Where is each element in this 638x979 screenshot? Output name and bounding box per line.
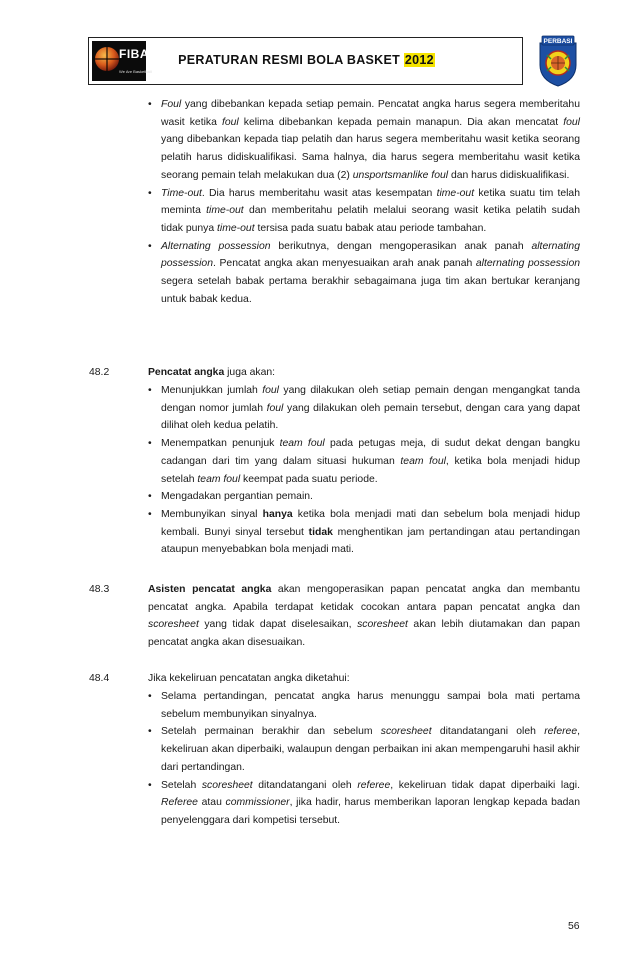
text-run: tersisa pada suatu babak atau periode tambahan.	[254, 222, 487, 234]
perbasi-emblem-text: PERBASI	[543, 38, 573, 45]
text-run: dan harus didiskualifikasi.	[448, 169, 570, 181]
italic-term: time-out	[206, 205, 244, 217]
text-run: yang dilakukan oleh pemain tersebut, dengan cara yang dapat dilihat oleh kedua pelatih.	[161, 402, 580, 432]
text-run: Menempatkan penunjuk	[161, 438, 280, 450]
text-run: yang dibebankan kepada tiap pelatih dan harus segera memberitahu wasit ketika seorang pelatih harus didiskualifikasi. Sama halnya, dia harus segera memberitahu wasit ketika seorang pemain telah melakukan dua (2)	[161, 134, 580, 181]
bullet-item	[148, 382, 580, 435]
document-title-text: PERATURAN RESMI BOLA BASKET	[178, 53, 401, 67]
text-run: juga akan:	[224, 367, 276, 378]
italic-term: scoresheet	[201, 779, 253, 791]
italic-term: scoresheet	[380, 726, 432, 738]
text-run: Setelah	[161, 779, 202, 791]
bullet-item	[148, 506, 580, 559]
text-run: Mengadakan pergantian pemain.	[161, 491, 313, 503]
section-number: 48.4	[89, 673, 110, 684]
bold-term: tidak	[308, 526, 333, 538]
text-run: keempat pada suatu periode.	[240, 473, 378, 485]
text-run: kelima dibebankan kepada pemain manapun. Dia akan mencatat	[238, 116, 564, 128]
bold-term: Asisten pencatat angka	[148, 584, 272, 595]
section-intro	[148, 670, 580, 688]
italic-term: alternating possession	[475, 258, 580, 270]
italic-term: alternating possession	[161, 240, 580, 270]
fiba-logo-text: FIBA	[119, 47, 149, 61]
text-run: dan memberitahu pelatih melalui seorang wasit ketika pelatih sudah tidak punya	[161, 205, 580, 234]
italic-term: scoresheet	[148, 619, 199, 631]
text-run: Membunyikan sinyal	[161, 508, 263, 520]
text-run: yang tidak dapat diselesaikan,	[198, 619, 358, 631]
page-number: 56	[568, 921, 580, 932]
italic-term: team foul	[197, 473, 241, 485]
text-run: , kekeliruan tidak dapat diperbaiki lagi.	[390, 779, 580, 791]
text-run: , kekeliruan akan diperbaiki, walaupun dengan perbaikan ini akan mempengaruhi hasil akhir dari pertandingan.	[161, 726, 581, 773]
section-number: 48.3	[89, 584, 110, 595]
text-run: menghentikan jam pertandingan atau pertandingan ataupun menyebabkan bola menjadi mati.	[161, 526, 580, 556]
bullet-item	[148, 777, 580, 830]
text-run: . Dia harus memberitahu wasit atas kesempatan	[201, 187, 437, 199]
italic-term: team foul	[279, 438, 325, 450]
top-bullet-list	[148, 96, 580, 308]
bullet-item	[148, 688, 580, 723]
italic-term: foul	[563, 116, 580, 128]
text-run: , jika hadir, harus memberikan laporan lengkap kepada badan penyelenggara dari kompetisi tersebut.	[161, 797, 580, 826]
italic-term: foul	[262, 385, 279, 396]
text-run: atau	[197, 797, 226, 809]
italic-term: referee	[544, 726, 578, 738]
text-run: ketika bola menjadi mati dan sebelum bola menjadi hidup kembali. Bunyi sinyal tersebut	[161, 508, 580, 538]
bullet-item	[148, 185, 580, 238]
text-run: . Pencatat angka akan menyesuaikan arah anak panah	[212, 258, 476, 270]
italic-term: foul	[221, 116, 239, 128]
bullet-item	[148, 238, 580, 309]
text-run: ketika suatu tim telah meminta	[161, 187, 580, 217]
section-intro	[148, 364, 580, 382]
section-paragraph	[148, 581, 580, 652]
italic-term: Referee	[161, 797, 198, 809]
italic-term: referee	[357, 779, 391, 791]
text-run: Menunjukkan jumlah	[161, 385, 263, 396]
perbasi-emblem	[537, 35, 579, 87]
text-run: akan mengoperasikan papan pencatat angka dan membantu pencatat angka. Apabila terdapat ketidak cocokan antara papan pencatat angka dan	[148, 584, 580, 613]
section-bullet-list	[148, 688, 580, 830]
page-header	[88, 37, 523, 85]
text-run: segera setelah babak pertama berakhir sebagaimana juga tim akan bertukar keranjang untuk babak kedua.	[161, 276, 580, 305]
document-title	[89, 53, 524, 67]
text-run: yang dilakukan oleh setiap pemain dengan mengangkat tanda dengan nomor jumlah	[161, 385, 580, 414]
bullet-item	[148, 723, 580, 776]
bullet-item	[148, 96, 580, 185]
italic-term: foul	[266, 402, 284, 414]
text-run: yang dibebankan kepada setiap pemain. Pencatat angka harus segera memberitahu wasit ketika	[161, 99, 580, 128]
bullet-item	[148, 435, 580, 488]
italic-term: scoresheet	[357, 619, 408, 631]
text-run: pada petugas meja, di sudut dekat dengan bangku cadangan dari tim yang dalam situasi hukuman	[161, 438, 581, 467]
italic-term: team foul	[400, 455, 446, 467]
document-year: 2012	[404, 53, 434, 67]
italic-term: commissioner	[225, 797, 290, 809]
bold-term: hanya	[262, 508, 293, 520]
text-run: ditandatangani oleh	[252, 779, 358, 791]
italic-term: Time-out	[161, 187, 202, 199]
italic-term: time-out	[436, 187, 475, 199]
italic-term: Foul	[161, 99, 182, 110]
section-number: 48.2	[89, 367, 110, 378]
fiba-logo-tagline: We Are Basketball	[119, 69, 152, 74]
text-run: , ketika bola menjadi hidup setelah	[161, 455, 581, 485]
text-run: akan lebih diutamakan dan papan pencatat angka akan disesuaikan.	[148, 619, 580, 649]
text-run: Selama pertandingan, pencatat angka harus menunggu sampai bola mati pertama sebelum membunyikan sinyalnya.	[161, 691, 580, 720]
text-run: Setelah permainan berakhir dan sebelum	[161, 726, 381, 738]
italic-term: unsportsmanlike foul	[352, 169, 449, 181]
bullet-item	[148, 488, 580, 506]
text-run: Jika kekeliruan pencatatan angka diketahui:	[148, 673, 350, 684]
text-run: berikutnya, dengan mengoperasikan anak panah	[270, 240, 532, 252]
bold-term: Pencatat angka	[148, 367, 225, 378]
italic-term: Alternating possession	[161, 240, 271, 252]
text-run: ditandatangani oleh	[431, 726, 545, 738]
italic-term: time-out	[217, 222, 255, 234]
section-bullet-list	[148, 382, 580, 559]
